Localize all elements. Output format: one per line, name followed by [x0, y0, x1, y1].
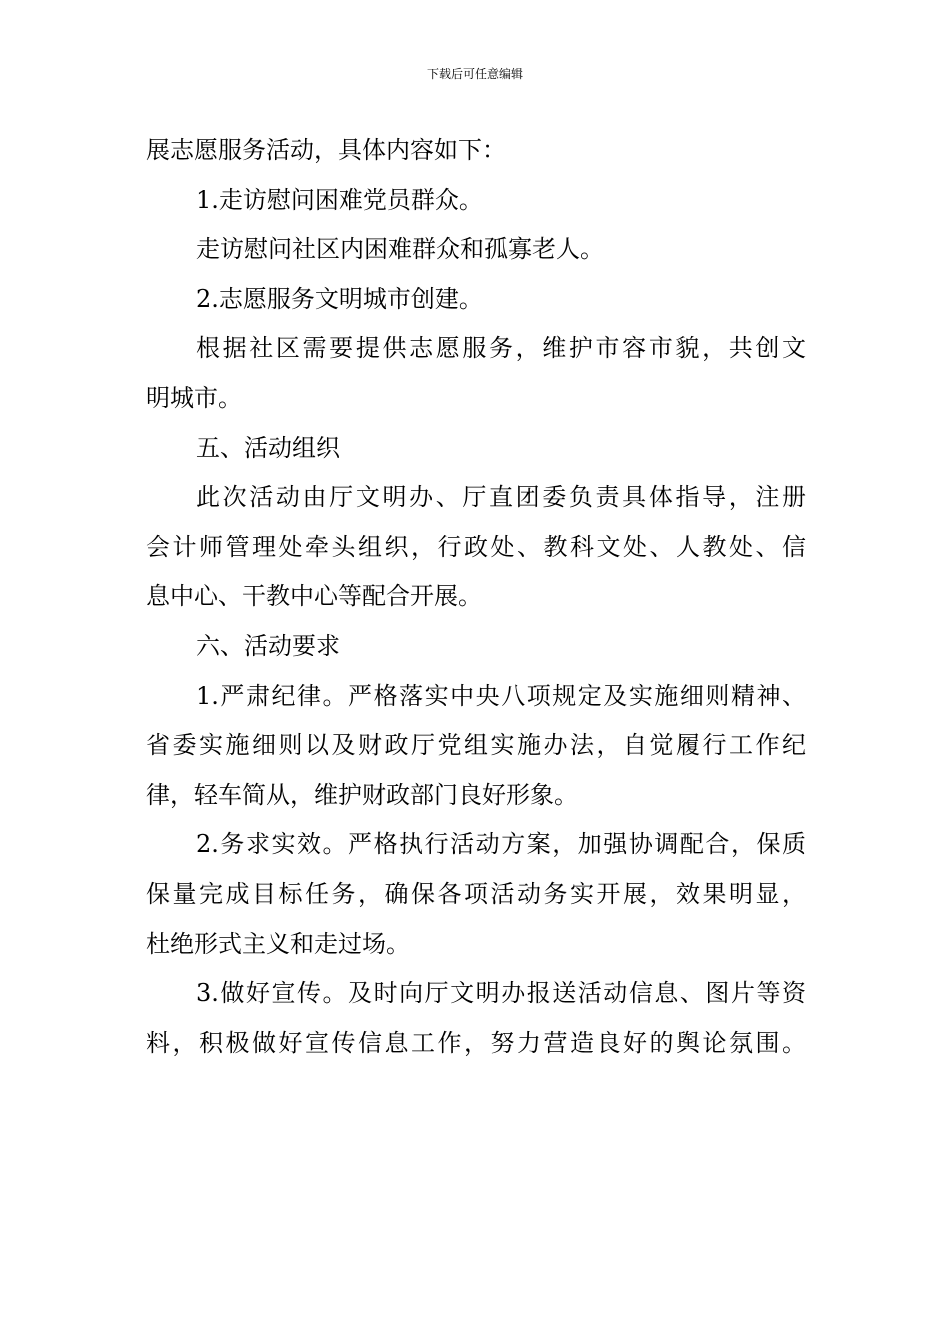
text-line: 1.走访慰问困难党员群众。 [196, 185, 483, 214]
text-line: 保量完成目标任务，确保各项活动务实开展，效果明显， [146, 879, 806, 908]
text-line: 会计师管理处牵头组织，行政处、教科文处、人教处、信 [146, 532, 806, 561]
text-line: 明城市。 [146, 383, 242, 412]
page-header: 下载后可任意编辑 [426, 67, 523, 81]
text-line: 杜绝形式主义和走过场。 [146, 929, 410, 958]
text-line: 走访慰问社区内困难群众和孤寡老人。 [196, 235, 604, 264]
text-line: 料，积极做好宣传信息工作，努力营造良好的舆论氛围。 [146, 1028, 806, 1057]
text-line: 此次活动由厅文明办、厅直团委负责具体指导，注册 [196, 483, 806, 512]
text-line: 1.严肃纪律。严格落实中央八项规定及实施细则精神、 [196, 681, 806, 710]
text-line: 律，轻车简从，维护财政部门良好形象。 [146, 780, 578, 809]
body-text [146, 126, 806, 1068]
section-heading: 五、活动组织 [196, 433, 340, 462]
text-line: 省委实施细则以及财政厅党组实施办法，自觉履行工作纪 [146, 731, 806, 760]
section-heading: 六、活动要求 [196, 631, 340, 660]
text-line: 2.志愿服务文明城市创建。 [196, 284, 483, 313]
text-line: 3.做好宣传。及时向厅文明办报送活动信息、图片等资 [196, 979, 806, 1008]
text-line: 2.务求实效。严格执行活动方案，加强协调配合，保质 [196, 830, 806, 859]
text-line: 根据社区需要提供志愿服务，维护市容市貌，共创文 [196, 334, 806, 363]
text-line: 展志愿服务活动，具体内容如下： [146, 136, 506, 164]
text-line: 息中心、干教中心等配合开展。 [146, 582, 482, 611]
